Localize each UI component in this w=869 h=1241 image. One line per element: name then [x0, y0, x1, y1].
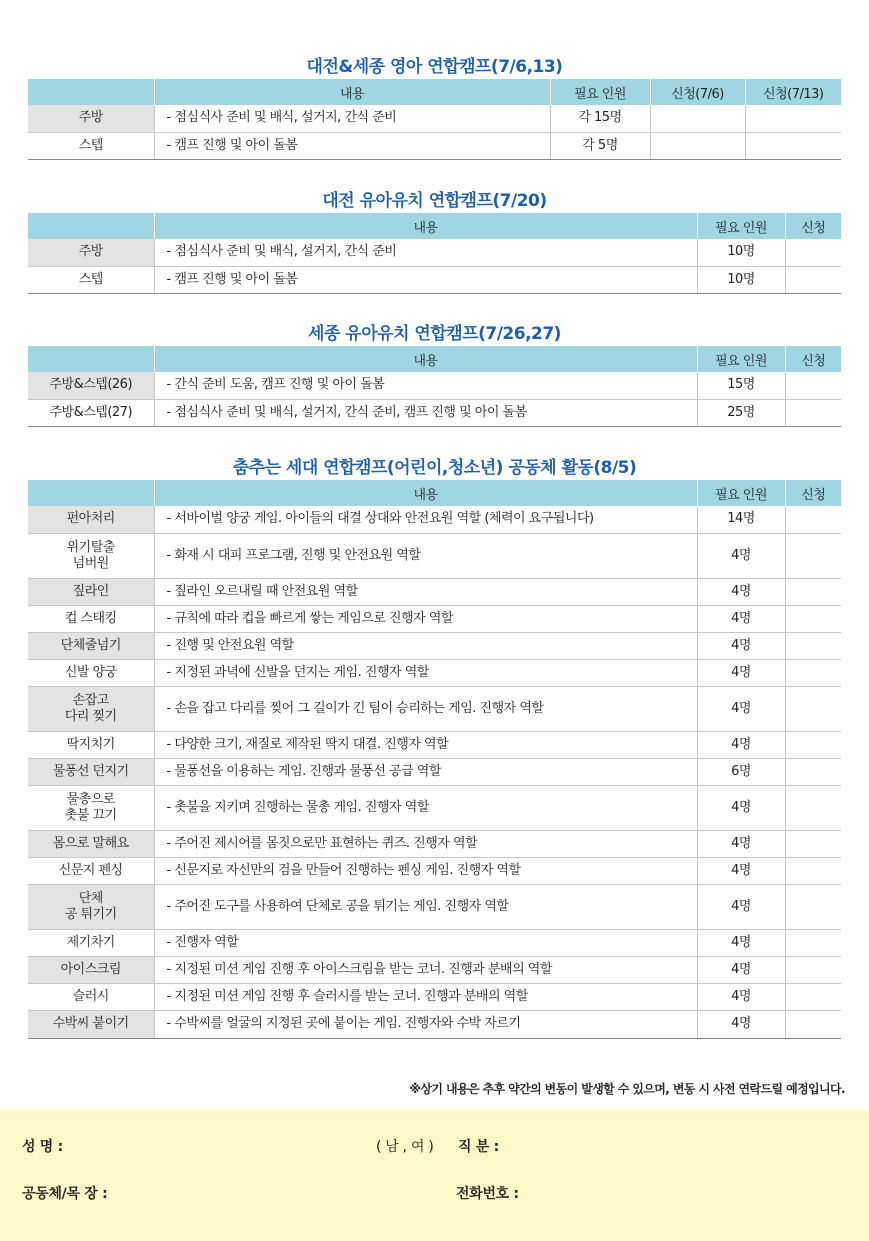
- people-needed-cell: 10명: [697, 239, 785, 266]
- description-cell: - 점심식사 준비 및 배식, 설거지, 간식 준비, 캠프 진행 및 아이 돌봄: [154, 399, 697, 426]
- people-needed-cell: 6명: [697, 758, 785, 785]
- category-cell: 단체줄넘기: [28, 632, 154, 659]
- table-header-row: [28, 213, 841, 239]
- signup-cell[interactable]: [745, 105, 841, 132]
- people-needed-cell: 4명: [697, 956, 785, 983]
- signup-cell[interactable]: [785, 983, 841, 1010]
- category-cell: 주방&스텝(27): [28, 399, 154, 426]
- signup-cell[interactable]: [785, 632, 841, 659]
- signup-cell[interactable]: [785, 239, 841, 266]
- table-row: [28, 239, 841, 266]
- description-cell: - 점심식사 준비 및 배식, 설거지, 간식 준비: [154, 239, 697, 266]
- applicant-form: [0, 1110, 869, 1241]
- section-title: 대전&세종 영아 연합캠프(7/6,13): [306, 57, 563, 77]
- description-cell: - 화재 시 대피 프로그램, 진행 및 안전요원 역할: [154, 533, 697, 578]
- category-cell: 단체 공 튀기기: [28, 884, 154, 929]
- description-cell: - 점심식사 준비 및 배식, 설거지, 간식 준비: [154, 105, 550, 132]
- table-row: [28, 506, 841, 533]
- description-cell: - 짚라인 오르내릴 때 안전요원 역할: [154, 578, 697, 605]
- table-row: [28, 659, 841, 686]
- description-cell: - 주어진 도구를 사용하여 단체로 공을 튀기는 게임. 진행자 역할: [154, 884, 697, 929]
- column-header: 신청: [785, 480, 841, 506]
- people-needed-cell: 4명: [697, 632, 785, 659]
- column-header: 필요 인원: [550, 79, 650, 105]
- column-header: 신청(7/13): [745, 79, 841, 105]
- column-header: 내용: [154, 480, 697, 506]
- category-cell: 컵 스태킹: [28, 605, 154, 632]
- column-header: 내용: [154, 79, 550, 105]
- signup-cell[interactable]: [785, 506, 841, 533]
- description-cell: - 캠프 진행 및 아이 돌봄: [154, 132, 550, 159]
- category-cell: 스텝: [28, 132, 154, 159]
- signup-cell[interactable]: [785, 659, 841, 686]
- signup-cell[interactable]: [650, 105, 745, 132]
- description-cell: - 지정된 미션 게임 진행 후 슬러시를 받는 코너. 진행과 분배의 역할: [154, 983, 697, 1010]
- column-header: 필요 인원: [697, 480, 785, 506]
- signup-cell[interactable]: [650, 132, 745, 159]
- people-needed-cell: 25명: [697, 399, 785, 426]
- description-cell: - 손을 잡고 다리를 찢어 그 길이가 긴 팀이 승리하는 게임. 진행자 역할: [154, 686, 697, 731]
- category-cell: 신발 양궁: [28, 659, 154, 686]
- section-camp-daejeon-kinder: [28, 189, 841, 294]
- section-title: 대전 유아유치 연합캠프(7/20): [322, 191, 547, 211]
- column-header: 내용: [154, 213, 697, 239]
- description-cell: - 물풍선을 이용하는 게임. 진행과 물풍선 공급 역할: [154, 758, 697, 785]
- people-needed-cell: 각 5명: [550, 132, 650, 159]
- table-row: [28, 686, 841, 731]
- category-cell: 스텝: [28, 266, 154, 293]
- column-header: 필요 인원: [697, 213, 785, 239]
- category-cell: 물총으로 촛불 끄기: [28, 785, 154, 830]
- table-row: [28, 884, 841, 929]
- signup-cell[interactable]: [785, 399, 841, 426]
- signup-cell[interactable]: [785, 785, 841, 830]
- column-header: [28, 346, 154, 372]
- category-cell: 제기차기: [28, 929, 154, 956]
- signup-cell[interactable]: [785, 758, 841, 785]
- description-cell: - 신문지로 자신만의 검을 만들어 진행하는 펜싱 게임. 진행자 역할: [154, 857, 697, 884]
- description-cell: - 지정된 과녁에 신발을 던지는 게임. 진행자 역할: [154, 659, 697, 686]
- table-row: [28, 632, 841, 659]
- table-header-row: [28, 346, 841, 372]
- description-cell: - 규칙에 따라 컵을 빠르게 쌓는 게임으로 진행자 역할: [154, 605, 697, 632]
- column-header: [28, 213, 154, 239]
- people-needed-cell: 15명: [697, 372, 785, 399]
- description-cell: - 다양한 크기, 재질로 제작된 딱지 대결. 진행자 역할: [154, 731, 697, 758]
- people-needed-cell: 4명: [697, 659, 785, 686]
- people-needed-cell: 4명: [697, 785, 785, 830]
- signup-cell[interactable]: [785, 533, 841, 578]
- category-cell: 신문지 펜싱: [28, 857, 154, 884]
- category-cell: 주방: [28, 105, 154, 132]
- description-cell: - 진행자 역할: [154, 929, 697, 956]
- table-row: [28, 758, 841, 785]
- phone-label[interactable]: 전화번호 :: [456, 1186, 519, 1202]
- table-header-row: [28, 480, 841, 506]
- table-row: [28, 266, 841, 293]
- position-label[interactable]: 직 분 :: [458, 1139, 499, 1155]
- people-needed-cell: 4명: [697, 578, 785, 605]
- signup-cell[interactable]: [785, 884, 841, 929]
- table-header-row: [28, 79, 841, 105]
- column-header: 필요 인원: [697, 346, 785, 372]
- people-needed-cell: 4명: [697, 686, 785, 731]
- table-row: [28, 533, 841, 578]
- church-group-label[interactable]: 공동체/목 장 :: [22, 1186, 108, 1202]
- volunteer-table: [28, 213, 841, 294]
- signup-cell[interactable]: [785, 857, 841, 884]
- table-row: [28, 731, 841, 758]
- table-row: [28, 372, 841, 399]
- table-row: [28, 830, 841, 857]
- category-cell: 위기탈출 넘버원: [28, 533, 154, 578]
- people-needed-cell: 14명: [697, 506, 785, 533]
- people-needed-cell: 4명: [697, 929, 785, 956]
- category-cell: 주방: [28, 239, 154, 266]
- column-header: 신청: [785, 213, 841, 239]
- people-needed-cell: 4명: [697, 605, 785, 632]
- signup-cell[interactable]: [785, 956, 841, 983]
- signup-cell[interactable]: [785, 731, 841, 758]
- description-cell: - 수박씨를 얼굴의 지정된 곳에 붙이는 게임. 진행자와 수박 자르기: [154, 1010, 697, 1038]
- signup-cell[interactable]: [785, 605, 841, 632]
- description-cell: - 캠프 진행 및 아이 돌봄: [154, 266, 697, 293]
- column-header: [28, 480, 154, 506]
- name-label[interactable]: 성 명 :: [22, 1139, 63, 1155]
- category-cell: 물풍선 던지기: [28, 758, 154, 785]
- people-needed-cell: 4명: [697, 731, 785, 758]
- table-row: [28, 956, 841, 983]
- column-header: 내용: [154, 346, 697, 372]
- signup-cell[interactable]: [785, 578, 841, 605]
- category-cell: 몸으로 말해요: [28, 830, 154, 857]
- table-row: [28, 983, 841, 1010]
- category-cell: 아이스크림: [28, 956, 154, 983]
- column-header: 신청(7/6): [650, 79, 745, 105]
- table-row: [28, 929, 841, 956]
- section-generation-camp: [28, 456, 841, 1039]
- signup-cell[interactable]: [785, 1010, 841, 1038]
- notice-text: ※상기 내용은 추후 약간의 변동이 발생할 수 있으며, 변동 시 사전 연락드릴 예정입니다.: [409, 1082, 845, 1096]
- description-cell: - 촛불을 지키며 진행하는 물총 게임. 진행자 역할: [154, 785, 697, 830]
- table-row: [28, 1010, 841, 1038]
- volunteer-table: [28, 79, 841, 160]
- table-row: [28, 857, 841, 884]
- category-cell: 손잡고 다리 찢기: [28, 686, 154, 731]
- table-row: [28, 605, 841, 632]
- description-cell: - 간식 준비 도움, 캠프 진행 및 아이 돌봄: [154, 372, 697, 399]
- section-title: 세종 유아유치 연합캠프(7/26,27): [308, 324, 561, 344]
- description-cell: - 지정된 미션 게임 진행 후 아이스크림을 받는 코너. 진행과 분배의 역할: [154, 956, 697, 983]
- section-camp-sejong-kinder: [28, 322, 841, 427]
- description-cell: - 진행 및 안전요원 역할: [154, 632, 697, 659]
- volunteer-table: [28, 480, 841, 1039]
- category-cell: 주방&스텝(26): [28, 372, 154, 399]
- people-needed-cell: 4명: [697, 857, 785, 884]
- section-camp-infant: [28, 55, 841, 160]
- signup-cell[interactable]: [745, 132, 841, 159]
- table-row: [28, 132, 841, 159]
- category-cell: 펀아처리: [28, 506, 154, 533]
- signup-cell[interactable]: [785, 266, 841, 293]
- category-cell: 수박씨 붙이기: [28, 1010, 154, 1038]
- people-needed-cell: 10명: [697, 266, 785, 293]
- people-needed-cell: 4명: [697, 533, 785, 578]
- signup-cell[interactable]: [785, 686, 841, 731]
- column-header: [28, 79, 154, 105]
- signup-cell[interactable]: [785, 929, 841, 956]
- people-needed-cell: 4명: [697, 983, 785, 1010]
- people-needed-cell: 각 15명: [550, 105, 650, 132]
- people-needed-cell: 4명: [697, 1010, 785, 1038]
- category-cell: 슬러시: [28, 983, 154, 1010]
- description-cell: - 서바이벌 양궁 게임. 아이들의 대결 상대와 안전요원 역할 (체력이 요구됩니다): [154, 506, 697, 533]
- people-needed-cell: 4명: [697, 884, 785, 929]
- section-title: 춤추는 세대 연합캠프(어린이,청소년) 공동체 활동(8/5): [232, 458, 637, 478]
- description-cell: - 주어진 제시어를 몸짓으로만 표현하는 퀴즈. 진행자 역할: [154, 830, 697, 857]
- table-row: [28, 578, 841, 605]
- volunteer-table: [28, 346, 841, 427]
- table-row: [28, 785, 841, 830]
- people-needed-cell: 4명: [697, 830, 785, 857]
- category-cell: 딱지치기: [28, 731, 154, 758]
- column-header: 신청: [785, 346, 841, 372]
- category-cell: 짚라인: [28, 578, 154, 605]
- table-row: [28, 105, 841, 132]
- gender-choice[interactable]: ( 남 , 여 ): [376, 1139, 434, 1155]
- signup-cell[interactable]: [785, 830, 841, 857]
- signup-cell[interactable]: [785, 372, 841, 399]
- table-row: [28, 399, 841, 426]
